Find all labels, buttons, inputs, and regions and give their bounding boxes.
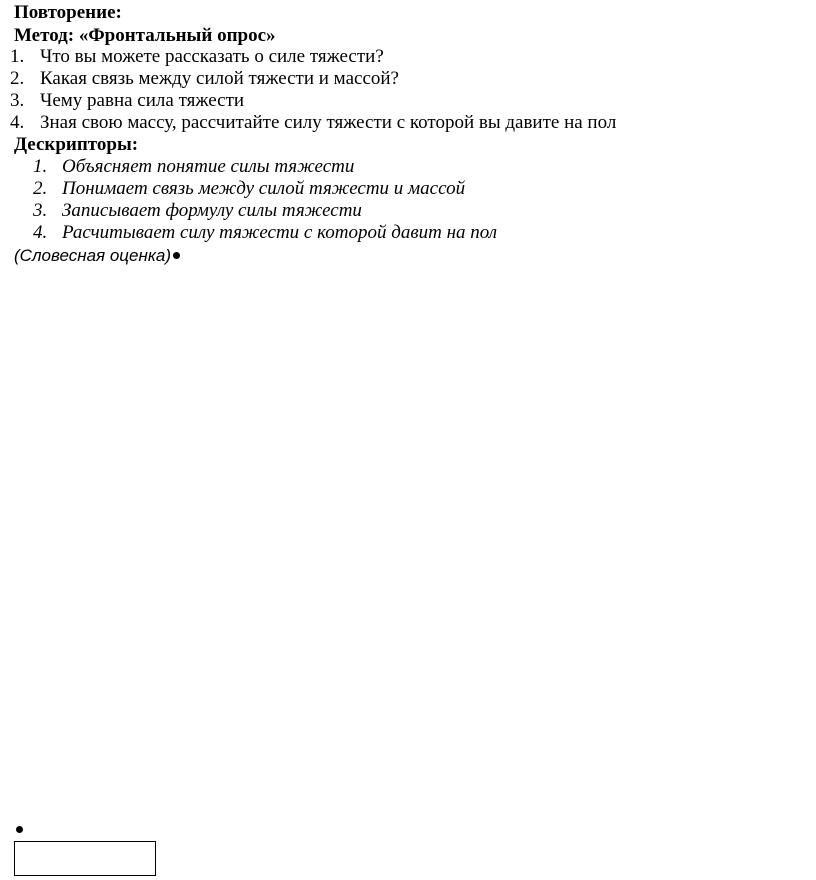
question-text: Чему равна сила тяжести bbox=[40, 90, 245, 111]
descriptors-title: Дескрипторы: bbox=[14, 134, 139, 155]
question-number: 2. bbox=[10, 68, 25, 89]
descriptor-item bbox=[33, 200, 362, 222]
question-number: 1. bbox=[10, 46, 25, 67]
descriptor-number: 3. bbox=[33, 200, 48, 221]
method-title: Метод: «Фронтальный опрос» bbox=[14, 25, 276, 46]
descriptor-number: 2. bbox=[33, 178, 48, 199]
question-text: Зная свою массу, рассчитайте силу тяжести с которой вы давите на пол bbox=[40, 112, 617, 133]
descriptor-text: Понимает связь между силой тяжести и массой bbox=[62, 178, 466, 199]
review-title: Повторение: bbox=[14, 2, 122, 23]
descriptor-number: 4. bbox=[33, 222, 48, 243]
question-text: Что вы можете рассказать о силе тяжести? bbox=[40, 46, 384, 67]
descriptor-number: 1. bbox=[33, 156, 48, 177]
descriptor-text: Объясняет понятие силы тяжести bbox=[62, 156, 355, 177]
bullet-icon bbox=[173, 252, 180, 259]
question-text: Какая связь между силой тяжести и массой? bbox=[40, 68, 399, 89]
question-item bbox=[10, 90, 244, 112]
verbal-assessment bbox=[14, 245, 180, 267]
question-item bbox=[10, 46, 384, 68]
empty-text-box bbox=[14, 841, 156, 876]
assessment-text: (Словесная оценка) bbox=[14, 246, 171, 265]
descriptor-item bbox=[33, 178, 465, 200]
descriptor-text: Записывает формулу силы тяжести bbox=[62, 200, 362, 221]
descriptor-text: Расчитывает силу тяжести с которой давит на пол bbox=[62, 222, 498, 243]
question-number: 3. bbox=[10, 90, 25, 111]
question-item bbox=[10, 112, 616, 134]
question-number: 4. bbox=[10, 112, 25, 133]
descriptor-item bbox=[33, 156, 354, 178]
question-item bbox=[10, 68, 399, 90]
bullet-icon bbox=[16, 826, 23, 833]
descriptor-item bbox=[33, 222, 497, 244]
